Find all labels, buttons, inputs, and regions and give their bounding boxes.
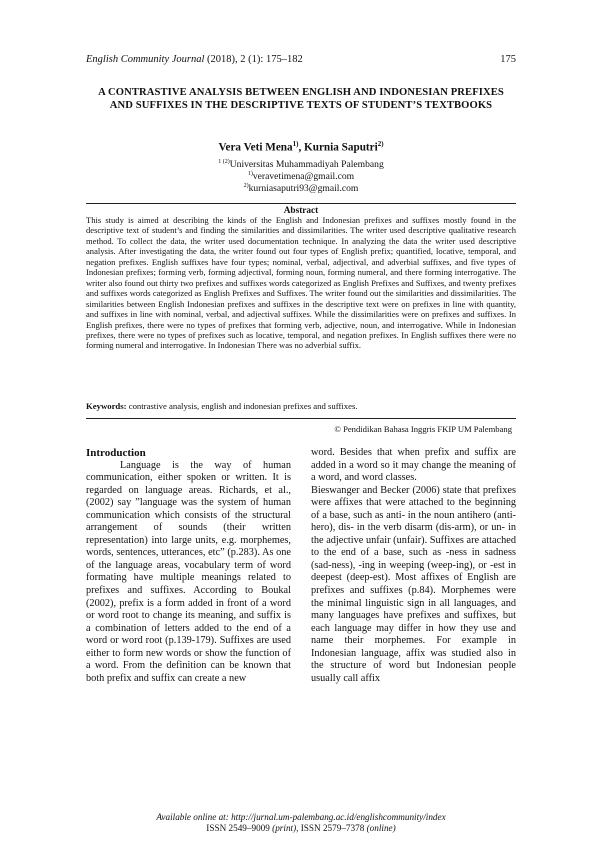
abstract-text: This study is aimed at describing the kinds of the English and Indonesian prefixes and suffixes mostly found in the descriptive text of student’s and finding the similarities and dissimilarities. The writer used descriptive qualitative research method. To collect the data, the writer used documentation technique. In analyzing the data the writer used descriptive analysis. After investigating the data, the writer found out four types of English prefix; quantified, locative, temporal, and negation prefixes. English suffixes have four types; nominal, verbal, adjectival, and adverbial suffixes, and five types of Indonesian prefixes; forming verb, forming adjectival, forming noun, forming numeral, and there forming interrogative. The writer also found out thirty two prefixes and suffixes words categorized as English Prefixes and Suffixes, and twenty prefixes and suffixes words categorized as English Prefixes and Suffixes. The writer found out the similarities and dissimilarities. The similarities between English Indonesian prefixes and suffixes in the descriptive text were on prefixes in line with quantity, and suffixes in line with nominal, verbal, and adjectival suffixes. While the dissimilarities were on prefixes and suffixes. In English prefixes, there were no types of prefixes that forming verb, adjective, noun, and interrogative. While in Indonesian prefixes, there were no types of prefixes such as locative, temporal, and negation prefixes. In English suffixes there were no forming numeral and interrogative. In Indonesian There was no adverbial suffix. [86,215,516,351]
keywords-label: Keywords: [86,401,127,411]
footer-issn: ISSN 2549–9009 (print), ISSN 2579–7378 (online) [206,823,396,833]
page-footer [86,812,516,834]
text-column-left [86,447,291,685]
affiliation-institution: $^{1 (2)}$Universitas Muhammadiyah Palembang [218,159,384,171]
paragraph: word. Besides that when prefix and suffix are added in a word so it may change the meaning of a word, and word classes. [311,447,516,484]
paragraph: Language is the way of human communication, either spoken or written. It is regarded on language areas. Richards, et al., (2002) say ”language was the system of human communication which consists of the structural arrangement of sounds (their written representation) into large units, e.g. morphemes, words, sentences, utterances, etc” (p.283). As one of the language areas, vocabulary term of word formating have multiple meanings related to prefixes and suffixes. According to Boukal (2002), prefix is a form added in front of a word or word root to change its meaning, and suffix is a combination of letters added to the end of a word or word root (p.139-179). Suffixes are used either to form new words or show the function of a word. From the definition can be known that both prefix and suffix can create a new [86,459,291,684]
abstract-heading: Abstract [283,206,319,216]
keywords-text: contrastive analysis, english and indonesian prefixes and suffixes. [126,401,358,411]
affiliation-email-2: $^{2)}$kurniasaputri93@gmail.com [243,183,359,195]
running-header [86,54,516,65]
author-name: Kurnia Saputri [304,141,378,154]
footer-url: Available online at: http://jurnal.um-palembang.ac.id/englishcommunity/index [156,812,446,822]
article-title: A CONTRASTIVE ANALYSIS BETWEEN ENGLISH AND INDONESIAN PREFIXES AND SUFFIXES IN THE DESCRIPTIVE TEXTS OF STUDENT’S TEXTBOOKS [98,87,504,111]
copyright-notice: © Pendidikan Bahasa Inggris FKIP UM Palembang [334,424,512,434]
author-line [86,140,516,154]
paragraph: Bieswanger and Becker (2006) state that prefixes were affixes that were attached to the beginning of a base, such as anti- in the noun antihero (anti-hero), dis- in the verb disarm (dis-arm), or un- in the adjective unfair (unfair). Suffixes are attached to the end of a base, such as -ness in sadness (sad-ness), -ing in weeping (weep-ing), or -est in deepest (deep-est). Most affixes of English are prefixes and suffixes (p.84). Morphemes were the minimal linguistic sign in all languages, and many languages have prefixes and suffixes, but each language may differ in how they use and name their morphemes. For example in Indonesian language, affix was studied also in the structure of word but Indonesian people usually call affix [311,484,516,684]
author-name: Vera Veti Mena [218,141,293,154]
author-separator: , [298,141,305,154]
divider-bottom [86,418,516,419]
page-number: 175 [500,54,516,65]
author-marker: 1) [292,140,299,148]
author-marker: 2) [377,140,384,148]
divider-top [86,203,516,204]
text-column-right [311,447,516,685]
keywords-line [86,401,516,411]
affiliation-email-1: $^{1)}$veravetimena@gmail.com [247,171,355,183]
journal-name: English Community Journal [86,54,205,65]
journal-citation: (2018), 2 (1): 175–182 [207,54,303,65]
section-heading: Introduction [86,447,146,459]
